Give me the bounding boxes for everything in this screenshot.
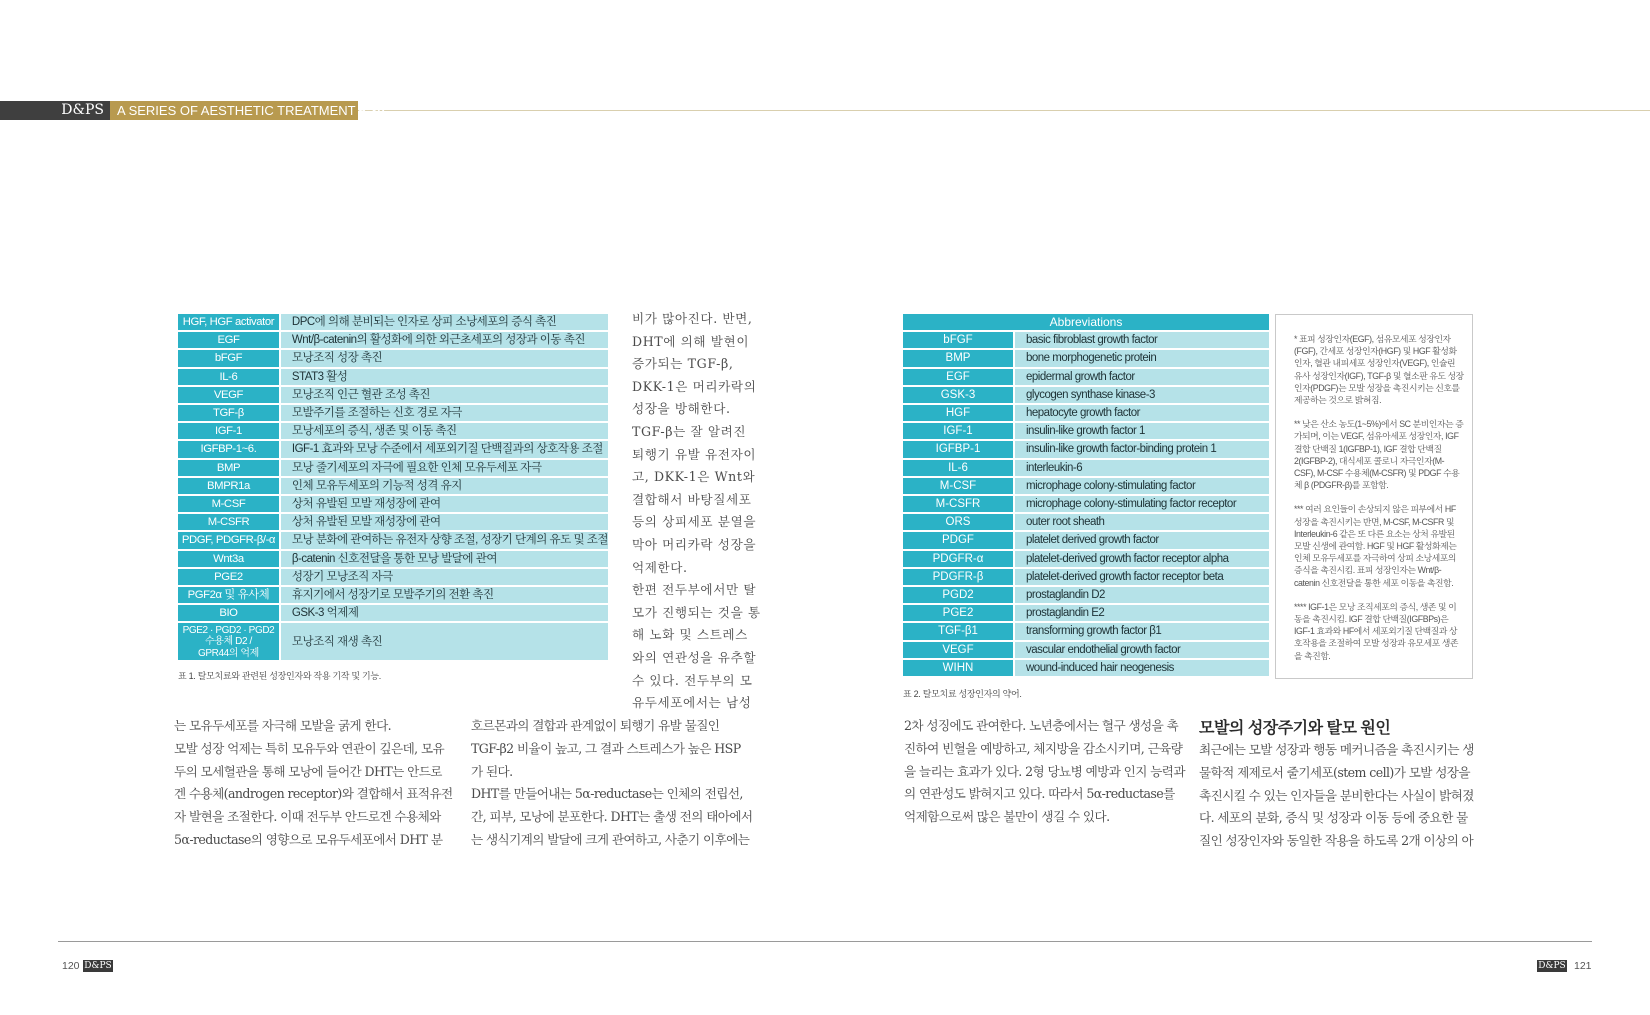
abbr-cell: PDGFR-α (903, 551, 1015, 567)
table-row (903, 387, 1269, 403)
description-cell: 모낭조직 인근 혈관 조성 촉진 (281, 387, 608, 403)
abbr-cell: VEGF (178, 387, 281, 403)
abbr-cell: WIHN (903, 660, 1015, 676)
footnote-3: *** 여러 요인들이 손상되지 않은 피부에서 HF 성장을 촉진시키는 반면, M-CSF, M-CSFR 및 Interleukin-6 같은 또 다른 요소는 상처 유발된 모발 신생에 관여함. HGF 및 HGF 활성화제는 인체 모유두세포를 자극하여 상피 소낭세포의 증식을 촉진시킴. 표피 성장인자는 Wnt/β-catenin 신호전달을 통한 세포 이동을 촉진함. (1294, 504, 1457, 588)
abbr-cell: M-CSF (903, 478, 1015, 494)
growth-factor-table (178, 312, 608, 662)
abbreviations-title: Abbreviations (903, 314, 1269, 330)
table-row (903, 350, 1269, 366)
header-brand: D&PS (0, 101, 110, 120)
footer-rule (58, 941, 1592, 942)
description-cell: basic fibroblast growth factor (1015, 332, 1269, 348)
description-cell: hepatocyte growth factor (1015, 405, 1269, 421)
abbr-cell: PGF2α 및 유사체 (178, 587, 281, 603)
table-row (178, 350, 608, 366)
description-cell: outer root sheath (1015, 514, 1269, 530)
description-cell: bone morphogenetic protein (1015, 350, 1269, 366)
abbr-cell: ORS (903, 514, 1015, 530)
table-row (903, 405, 1269, 421)
description-cell: STAT3 활성 (281, 369, 608, 385)
description-cell: 모낭조직 성장 촉진 (281, 350, 608, 366)
table-row (178, 423, 608, 439)
description-cell: microphage colony-stimulating factor receptor (1015, 496, 1269, 512)
table-row (903, 642, 1269, 658)
description-cell: IGF-1 효과와 모낭 수준에서 세포외기질 단백질과의 상호작용 조절 (281, 441, 608, 457)
description-cell: microphage colony-stimulating factor (1015, 478, 1269, 494)
description-cell: 모낭세포의 증식, 생존 및 이동 촉진 (281, 423, 608, 439)
abbr-cell: M-CSFR (178, 514, 281, 530)
table-row (903, 496, 1269, 512)
section-heading: 모발의 성장주기와 탈모 원인 (1199, 720, 1391, 737)
abbr-cell (178, 623, 281, 660)
table-row (903, 441, 1269, 457)
table-row (903, 660, 1269, 676)
abbr-cell: VEGF (903, 642, 1015, 658)
abbr-cell: TGF-β1 (903, 623, 1015, 639)
description-cell: insulin-like growth factor-binding protein 1 (1015, 441, 1269, 457)
table-row (903, 532, 1269, 548)
abbr-cell: IL-6 (178, 369, 281, 385)
abbr-cell: IL-6 (903, 460, 1015, 476)
abbr-cell: IGFBP-1 (903, 441, 1015, 457)
abbr-cell: IGFBP-1~6. (178, 441, 281, 457)
abbreviations-table (903, 312, 1269, 678)
footnote-1: * 표피 성장인자(EGF), 섬유모세포 성장인자(FGF), 간세포 성장인자(HGF) 및 HGF 활성화 인자, 혈관 내피세포 성장인자(VEGF), 인슐린 유사 성장인자(IGF), TGF-β 및 혈소판 유도 성장인자(PDGF)는 모발 성장을 촉진시키는 신호를 제공하는 것으로 밝혀짐. (1294, 334, 1464, 406)
abbr-cell: M-CSFR (903, 496, 1015, 512)
abbr-cell: EGF (903, 369, 1015, 385)
table-row (178, 605, 608, 621)
description-cell: platelet-derived growth factor receptor beta (1015, 569, 1269, 585)
table-row (903, 605, 1269, 621)
description-cell: 모낭 분화에 관여하는 유전자 상향 조절, 성장기 단계의 유도 및 조절 (281, 532, 608, 548)
table-row (178, 496, 608, 512)
table-row (903, 623, 1269, 639)
table-row (178, 514, 608, 530)
description-cell: epidermal growth factor (1015, 369, 1269, 385)
description-cell: platelet-derived growth factor receptor alpha (1015, 551, 1269, 567)
description-cell: 성장기 모낭조직 자극 (281, 569, 608, 585)
issue-number: 6-30 (358, 103, 385, 118)
abbr-cell: PDGF (903, 532, 1015, 548)
table-row (178, 569, 608, 585)
abbr-cell: bFGF (178, 350, 281, 366)
description-cell: 모낭조직 재생 촉진 (281, 623, 608, 660)
footnote-4: **** IGF-1은 모낭 조직세포의 증식, 생존 및 이동을 촉진시킴. IGF 결합 단백질(IGFBPs)은 IGF-1 효과와 HF에서 세포외기질 단백질과 상호작용을 조절하여 모발 성장과 유모세포 생존을 촉진함. (1294, 601, 1459, 661)
abbr-cell: BMP (903, 350, 1015, 366)
body-column-1: 는 모유두세포를 자극해 모발을 굵게 한다. 모발 성장 억제는 특히 모유두와 연관이 깊은데, 모유 두의 모세혈관을 통해 모낭에 들어간 DHT는 안드로 겐 수용체(androgen receptor)와 결합해서 표적유전 자 발현을 조절한다. 이때 전두부 안드로겐 수용체와 5α-reductase의 영향으로 모유두세포에서 DHT 분 (174, 718, 453, 847)
abbr-cell: PGD2 (903, 587, 1015, 603)
table-row (903, 514, 1269, 530)
description-cell: β-catenin 신호전달을 통한 모낭 발달에 관여 (281, 551, 608, 567)
description-cell: 상처 유발된 모발 재성장에 관여 (281, 496, 608, 512)
description-cell: wound-induced hair neogenesis (1015, 660, 1269, 676)
description-cell: insulin-like growth factor 1 (1015, 423, 1269, 439)
table-row (178, 532, 608, 548)
table-row (178, 623, 608, 660)
abbr-cell: EGF (178, 332, 281, 348)
description-cell: transforming growth factor β1 (1015, 623, 1269, 639)
abbr-cell: GSK-3 (903, 387, 1015, 403)
abbr-cell: IGF-1 (178, 423, 281, 439)
abbr-cell: PGE2 (903, 605, 1015, 621)
table-row (903, 423, 1269, 439)
table-row (178, 441, 608, 457)
description-cell: GSK-3 억제제 (281, 605, 608, 621)
description-cell: 모낭 줄기세포의 자극에 필요한 인체 모유두세포 자극 (281, 460, 608, 476)
abbr-cell: M-CSF (178, 496, 281, 512)
description-cell: 인체 모유두세포의 기능적 성격 유지 (281, 478, 608, 494)
table-row (903, 369, 1269, 385)
table-row (903, 460, 1269, 476)
series-title: A SERIES OF AESTHETIC TREATMENT (117, 103, 356, 118)
description-cell: Wnt/β-catenin의 활성화에 의한 외근초세포의 성장과 이동 촉진 (281, 332, 608, 348)
table-row (903, 332, 1269, 348)
side-column-text: 비가 많아진다. 반면, DHT에 의해 발현이 증가되는 TGF-β, DKK-1은 머리카락의 성장을 방해한다. TGF-β는 잘 알려진 퇴행기 유발 유전자이 고, DKK-1은 Wnt와 결합해서 바탕질세포 등의 상피세포 분열을 막아 머리카락 성장을 억제한다. 한편 전두부에서만 탈 모가 진행되는 것을 통 해 노화 및 스트레스 와의 연관성을 유추할 수 있다. 전두부의 모 유두세포에서는 남성 (632, 311, 761, 711)
description-cell: prostaglandin E2 (1015, 605, 1269, 621)
abbr-cell: HGF (903, 405, 1015, 421)
description-cell: 휴지기에서 성장기로 모발주기의 전환 촉진 (281, 587, 608, 603)
abbr-cell: bFGF (903, 332, 1015, 348)
abbr-cell: PGE2 (178, 569, 281, 585)
body-column-3: 2차 성징에도 관여한다. 노년층에서는 혈구 생성을 촉 진하여 빈혈을 예방하고, 체지방을 감소시키며, 근육량 을 늘리는 효과가 있다. 2형 당뇨병 예방과 인지 능력과 의 연관성도 밝혀지고 있다. 따라서 5α-reductase를 억제함으로써 많은 불만이 생길 수 있다. (904, 718, 1185, 825)
table-row (178, 369, 608, 385)
abbr-line: PGE2 · PGD2 · PGD2 (182, 624, 275, 636)
table-row (903, 587, 1269, 603)
footnote-2: ** 낮은 산소 농도(1~5%)에서 SC 분비인자는 증가되며, 이는 VEGF, 섬유아세포 성장인자, IGF 결합 단백질 1(IGFBP-1), IGF 결합 단백질 2(IGFBP-2), 대식세포 콜로니 자극인자(M-CSF), M-CSF 수용체(M-CSFR) 및 PDGF 수용체 β (PDGFR-β)를 포함함. (1294, 419, 1464, 491)
abbr-cell: TGF-β (178, 405, 281, 421)
abbr-cell: PDGFR-β (903, 569, 1015, 585)
header-series (110, 101, 385, 120)
description-cell: DPC에 의해 분비되는 인자로 상피 소낭세포의 증식 촉진 (281, 314, 608, 330)
body-column-2: 호르몬과의 결합과 관계없이 퇴행기 유발 물질인 TGF-β2 비율이 높고, 그 결과 스트레스가 높은 HSP 가 된다. DHT를 만들어내는 5α-reductase는 인체의 전립선, 간, 피부, 모낭에 분포한다. DHT는 출생 전의 태아에서 는 생식기계의 발달에 크게 관여하고, 사춘기 이후에는 (471, 718, 753, 847)
description-cell: interleukin-6 (1015, 460, 1269, 476)
description-cell: vascular endothelial growth factor (1015, 642, 1269, 658)
abbr-cell: BIO (178, 605, 281, 621)
table1-caption: 표 1. 탈모치료와 관련된 성장인자와 작용 기작 및 기능. (178, 671, 381, 681)
table-row (178, 478, 608, 494)
table-row (903, 551, 1269, 567)
table2-caption: 표 2. 탈모치료 성장인자의 약어. (903, 689, 1022, 699)
abbr-cell: Wnt3a (178, 551, 281, 567)
body-column-4: 최근에는 모발 성장과 행동 메커니즘을 촉진시키는 생 물학적 제제로서 줄기세포(stem cell)가 모발 성장을 촉진시킬 수 있는 인자들을 분비한다는 사실이 밝혀졌 다. 세포의 분화, 증식 및 성장과 이동 등에 중요한 물 질인 성장인자와 동일한 작용을 하도록 2개 이상의 아 (1199, 742, 1474, 849)
page-number-left: 120 (62, 960, 80, 972)
table-row (178, 460, 608, 476)
abbr-line: GPR44의 억제 (197, 647, 259, 659)
table-row (903, 478, 1269, 494)
table-row (903, 569, 1269, 585)
abbr-cell: BMP (178, 460, 281, 476)
page-number-right: 121 (1574, 960, 1592, 972)
description-cell: 모발주기를 조절하는 신호 경로 자극 (281, 405, 608, 421)
table-row (178, 332, 608, 348)
footer-logo-left: D&PS (84, 961, 112, 971)
table-row (178, 551, 608, 567)
abbr-cell: BMPR1a (178, 478, 281, 494)
footnote-box (1275, 314, 1473, 679)
abbr-cell: HGF, HGF activator (178, 314, 281, 330)
description-cell: glycogen synthase kinase-3 (1015, 387, 1269, 403)
description-cell: prostaglandin D2 (1015, 587, 1269, 603)
table-row (178, 405, 608, 421)
abbr-line: 수용체 D2 / (205, 636, 252, 648)
footer-logo-right: D&PS (1538, 961, 1566, 971)
table-row (178, 314, 608, 330)
description-cell: platelet derived growth factor (1015, 532, 1269, 548)
abbr-cell: IGF-1 (903, 423, 1015, 439)
abbr-cell: PDGF, PDGFR-β/-α (178, 532, 281, 548)
table-row (178, 387, 608, 403)
table-row (178, 587, 608, 603)
description-cell: 상처 유발된 모발 재성장에 관여 (281, 514, 608, 530)
